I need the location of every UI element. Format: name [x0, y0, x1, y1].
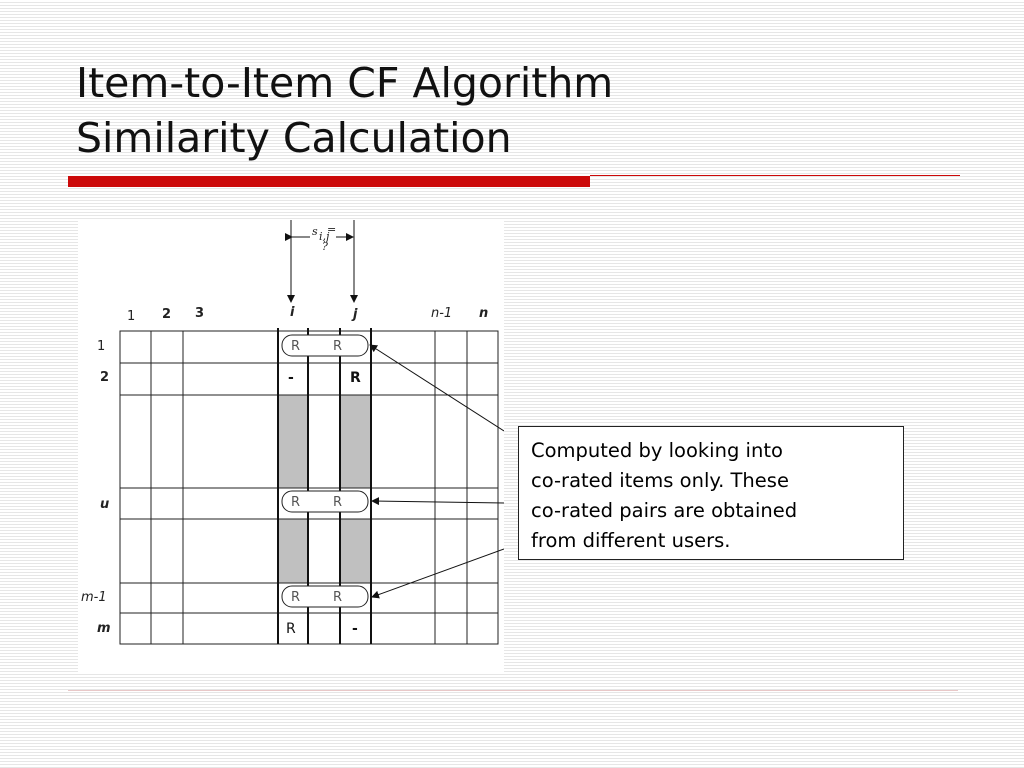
cell-rowu-j: R: [333, 495, 343, 510]
column-header-j: j: [353, 307, 358, 322]
cell-rowu-i: R: [291, 495, 301, 510]
column-header-i: i: [290, 305, 295, 320]
title-accent-bar: [68, 176, 590, 187]
similarity-question: ?: [322, 240, 328, 253]
similarity-subscript: i,j: [319, 230, 330, 243]
row-header-m: m: [97, 621, 111, 636]
explanation-callout: [518, 426, 904, 560]
callout-line-2: co-rated items only. These: [531, 469, 789, 492]
callout-pointers: [370, 345, 504, 597]
callout-line-1: Computed by looking into: [531, 439, 783, 462]
slide-title-line-2: Similarity Calculation: [76, 114, 512, 162]
rating-matrix-diagram: [78, 220, 504, 672]
row-headers: [81, 339, 111, 636]
cell-rowm-j: -: [352, 621, 358, 637]
callout-line-3: co-rated pairs are obtained: [531, 499, 798, 522]
cell-rowm1-i: R: [291, 590, 301, 605]
row-header-u: u: [100, 497, 110, 512]
column-header-2: 2: [162, 307, 172, 322]
cell-rowm-i: R: [286, 621, 296, 637]
column-headers: [127, 305, 488, 324]
cell-row2-j: R: [350, 370, 361, 386]
row-header-m-1: m-1: [81, 590, 107, 605]
co-rated-pair-row-1: [282, 335, 368, 356]
callout-line-4: from different users.: [531, 529, 731, 552]
similarity-label: s: [312, 225, 318, 238]
cell-rowm1-j: R: [333, 590, 343, 605]
slide-title-line-1: Item-to-Item CF Algorithm: [76, 59, 614, 107]
cell-row1-j: R: [333, 339, 343, 354]
co-rated-pair-row-m-1: [282, 586, 368, 607]
column-header-1: 1: [127, 309, 136, 324]
column-header-n: n: [479, 306, 489, 321]
cell-row2-i: -: [288, 370, 294, 386]
footer-divider: [68, 690, 958, 691]
column-header-3: 3: [195, 306, 205, 321]
row-header-1: 1: [97, 339, 106, 354]
title-accent-line: [590, 175, 960, 176]
co-rated-pair-row-u: [282, 491, 368, 512]
slide-title: [76, 56, 613, 166]
similarity-equals: =: [327, 223, 337, 236]
similarity-bracket: [291, 220, 354, 302]
cell-row1-i: R: [291, 339, 301, 354]
row-header-2: 2: [100, 370, 110, 385]
column-header-n-1: n-1: [431, 306, 453, 321]
shaded-columns: [278, 395, 371, 583]
